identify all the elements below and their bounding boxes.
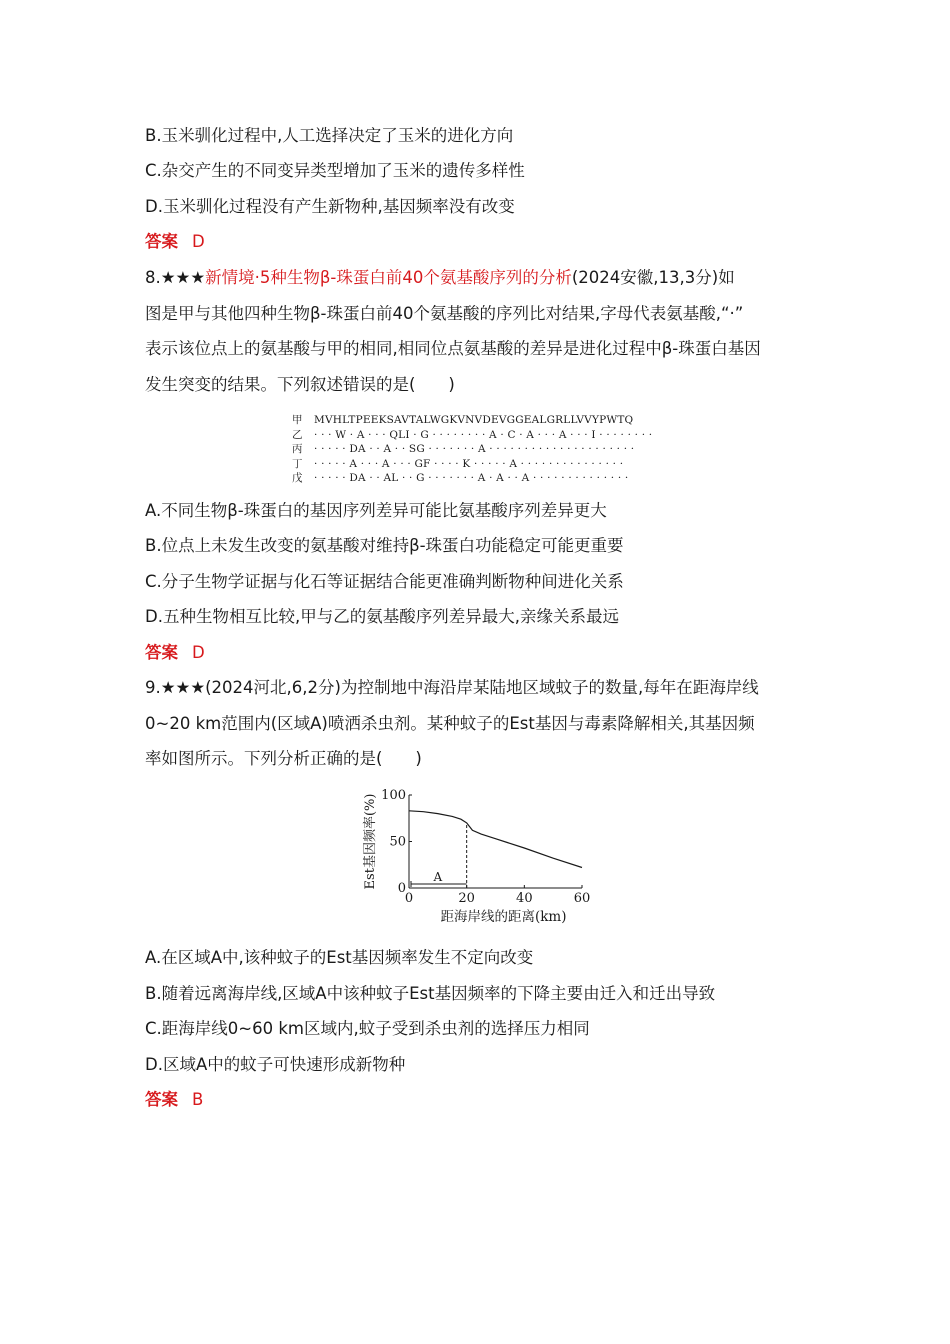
q8-stem-line-1	[145, 268, 735, 288]
q8-prefix: 8.★★★	[145, 268, 206, 287]
answer-label: 答案	[145, 643, 178, 662]
q7-option-b: B.玉米驯化过程中,人工选择决定了玉米的进化方向	[145, 126, 514, 145]
sequence-text: · · · · · DA · · A · · SG · · · · · · · A · · · · · · · · · · · · · · · · · · · · ·	[314, 443, 635, 455]
sequence-label: 乙	[292, 428, 303, 441]
q8-answer	[145, 643, 205, 663]
x-tick-label: 40	[516, 891, 533, 906]
q8-option-a: A.不同生物β-珠蛋白的基因序列差异可能比氨基酸序列差异更大	[145, 501, 607, 520]
sequence-label: 甲	[292, 414, 303, 426]
est-frequency-line	[409, 811, 582, 868]
est-frequency-chart	[352, 783, 602, 928]
answer-value: B	[192, 1090, 204, 1109]
q8-option-c: C.分子生物学证据与化石等证据结合能更准确判断物种间进化关系	[145, 572, 624, 591]
q8-option-d: D.五种生物相互比较,甲与乙的氨基酸序列差异最大,亲缘关系最远	[145, 607, 619, 626]
answer-label: 答案	[145, 1090, 178, 1109]
y-tick-label: 50	[389, 834, 406, 850]
sequence-row	[292, 471, 672, 486]
sequence-row	[292, 428, 672, 443]
y-tick-label: 100	[381, 788, 406, 803]
sequence-row	[292, 457, 672, 472]
q8-tag: 新情境·5种生物β-珠蛋白前40个氨基酸序列的分析	[205, 268, 572, 287]
x-tick-label: 20	[458, 891, 475, 906]
q7-answer	[145, 232, 205, 252]
sequence-label: 丙	[292, 443, 303, 455]
answer-value: D	[192, 232, 205, 251]
q9-option-b: B.随着远离海岸线,区域A中该种蚊子Est基因频率的下降主要由迁入和迁出导致	[145, 984, 716, 1003]
q8-stem-line-2: 图是甲与其他四种生物β-珠蛋白前40个氨基酸的序列比对结果,字母代表氨基酸,“·”	[145, 304, 744, 323]
x-tick-label: 60	[573, 891, 591, 906]
answer-value: D	[192, 643, 205, 662]
q8-option-b: B.位点上未发生改变的氨基酸对维持β-珠蛋白功能稳定可能更重要	[145, 536, 624, 555]
x-tick-label: 0	[404, 891, 414, 906]
sequence-label: 丁	[292, 457, 303, 470]
sequence-text: · · · W · A · · · QLI · G · · · · · · · · A · C · A · · · A · · · I · · · · · · · ·	[314, 428, 653, 441]
sequence-row	[292, 413, 672, 428]
q8-stem-line-4: 发生突变的结果。下列叙述错误的是( )	[145, 375, 455, 394]
sequence-alignment-figure	[292, 413, 672, 486]
y-tick-label: 0	[397, 881, 406, 896]
q9-option-d: D.区域A中的蚊子可快速形成新物种	[145, 1055, 406, 1074]
q8-source: (2024安徽,13,3分)如	[571, 268, 735, 287]
sequence-row	[292, 442, 672, 457]
q9-option-a: A.在区域A中,该种蚊子的Est基因频率发生不定向改变	[145, 948, 534, 967]
q8-stem-line-3: 表示该位点上的氨基酸与甲的相同,相同位点氨基酸的差异是进化过程中β-珠蛋白基因	[145, 339, 761, 358]
q9-option-c: C.距海岸线0~60 km区域内,蚊子受到杀虫剂的选择压力相同	[145, 1019, 590, 1038]
sequence-text: · · · · · DA · · AL · · G · · · · · · · A · A · · A · · · · · · · · · · · · · ·	[314, 472, 629, 484]
sequence-text: · · · · · A · · · A · · · GF · · · · K · · · · · A · · · · · · · · · · · · · · ·	[314, 457, 624, 470]
q9-answer	[145, 1090, 203, 1110]
sequence-label: 戊	[292, 472, 303, 484]
q7-option-c: C.杂交产生的不同变异类型增加了玉米的遗传多样性	[145, 161, 525, 180]
answer-label: 答案	[145, 232, 178, 251]
q7-option-d: D.玉米驯化过程没有产生新物种,基因频率没有改变	[145, 197, 515, 216]
sequence-text: MVHLTPEEKSAVTALWGKVNVDEVGGEALGRLLVVYPWTQ	[314, 414, 634, 426]
region-label: A	[433, 870, 443, 884]
q9-stem-line-1: 9.★★★(2024河北,6,2分)为控制地中海沿岸某陆地区域蚊子的数量,每年在距海岸线	[145, 678, 759, 697]
q9-stem-line-2: 0~20 km范围内(区域A)喷洒杀虫剂。某种蚊子的Est基因与毒素降解相关,其基因频	[145, 714, 755, 733]
y-axis-label: Est基因频率(%)	[363, 793, 378, 890]
q9-stem-line-3: 率如图所示。下列分析正确的是( )	[145, 749, 422, 768]
x-axis-label: 距海岸线的距离(km)	[440, 909, 567, 925]
